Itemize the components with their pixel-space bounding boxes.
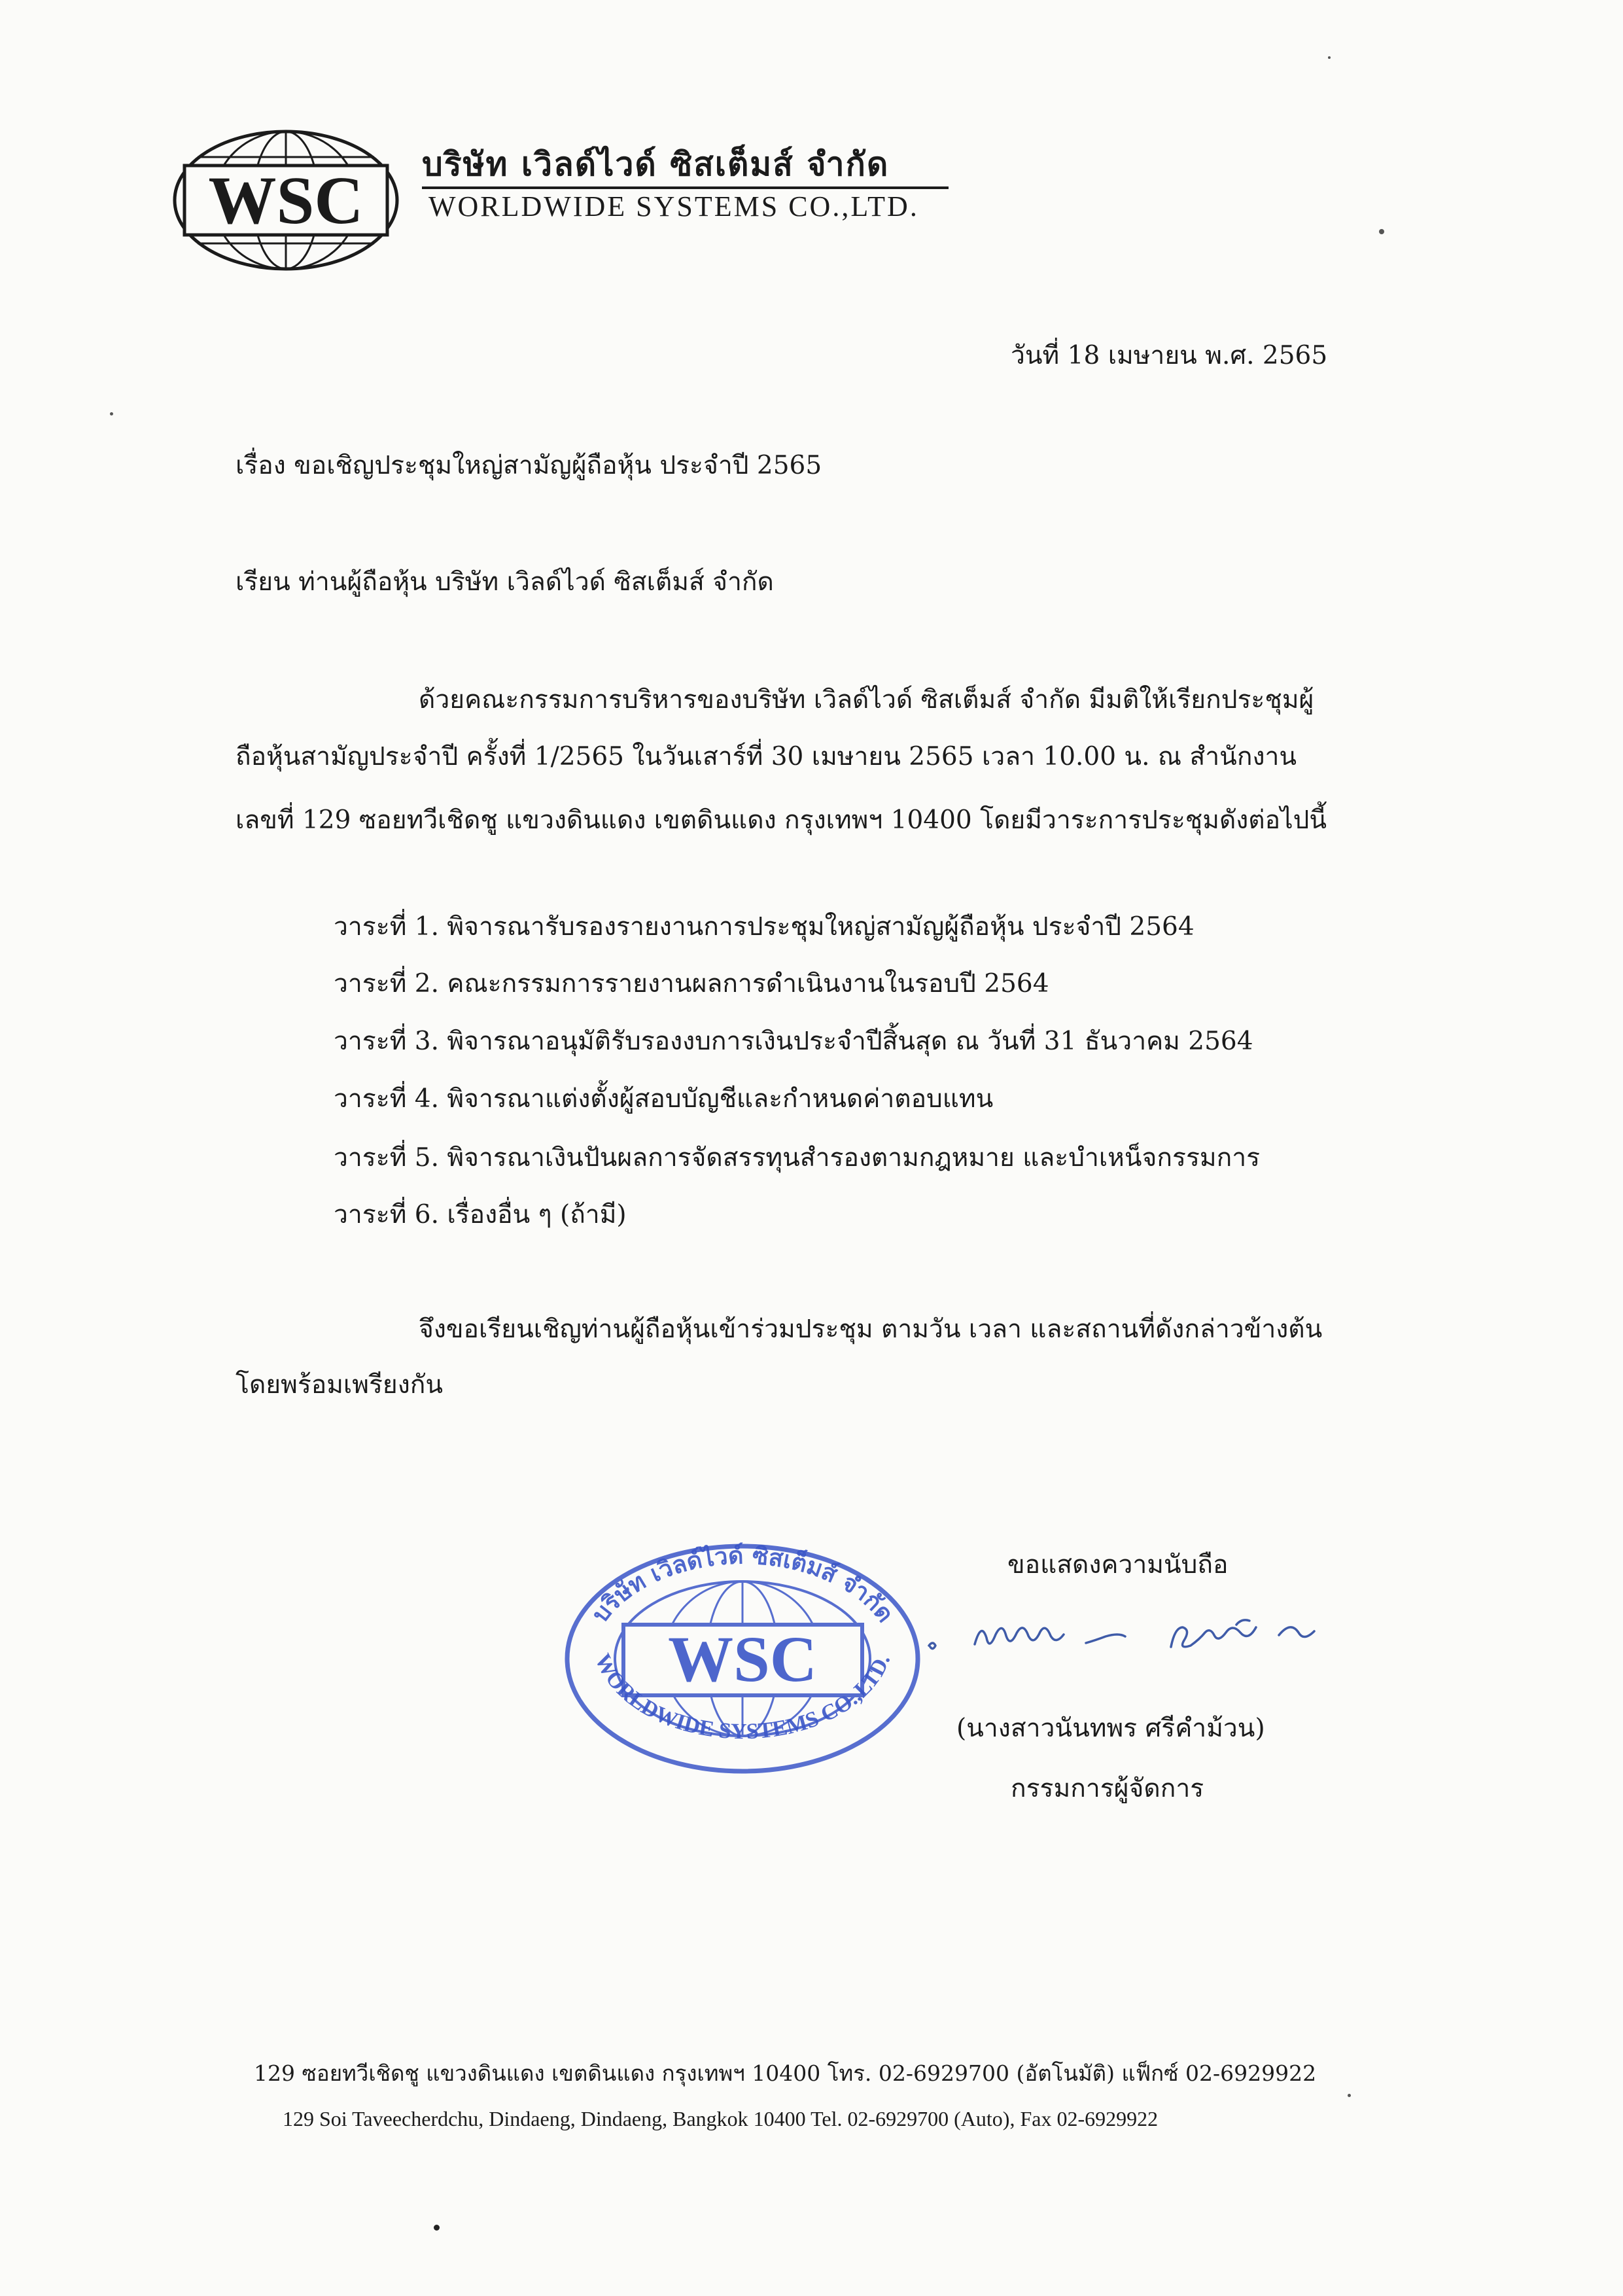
agenda-item: วาระที่ 5. พิจารณาเงินปันผลการจัดสรรทุนสำรองตามกฎหมาย และบำเหน็จกรรมการ xyxy=(334,1143,1261,1173)
scan-speck xyxy=(1328,56,1331,59)
letter-date: วันที่ 18 เมษายน พ.ศ. 2565 xyxy=(1011,341,1328,370)
closing-line: จึงขอเรียนเชิญท่านผู้ถือหุ้นเข้าร่วมประชุม ตามวัน เวลา และสถานที่ดังกล่าวข้างต้น xyxy=(419,1315,1323,1344)
footer-address-english: 129 Soi Taveecherdchu, Dindaeng, Dindaeng, Bangkok 10400 Tel. 02-6929700 (Auto), Fax 02-6929922 xyxy=(283,2107,1159,2130)
company-name-thai: บริษัท เวิลด์ไวด์ ซิสเต็มส์ จำกัด xyxy=(422,145,890,183)
handwritten-signature xyxy=(922,1606,1341,1672)
company-stamp xyxy=(561,1541,924,1776)
regards: ขอแสดงความนับถือ xyxy=(1007,1550,1229,1580)
footer-address-thai: 129 ซอยทวีเชิดชู แขวงดินแดง เขตดินแดง กรุงเทพฯ 10400 โทร. 02-6929700 (อัตโนมัติ) แฟ็กซ์ 02-6929922 xyxy=(254,2060,1317,2086)
scan-speck xyxy=(1379,229,1384,234)
signer-title: กรรมการผู้จัดการ xyxy=(1011,1774,1204,1803)
logo-text: WSC xyxy=(208,163,364,238)
agenda-item: วาระที่ 2. คณะกรรมการรายงานผลการดำเนินงานในรอบปี 2564 xyxy=(334,969,1049,998)
stamp-ring-top-text: บริษัท เวิลด์ไวด์ ซิสเต็มส์ จำกัด xyxy=(586,1542,899,1628)
scan-speck xyxy=(1348,2094,1351,2097)
company-name-english: WORLDWIDE SYSTEMS CO.,LTD. xyxy=(428,190,919,222)
paragraph-line: ถือหุ้นสามัญประจำปี ครั้งที่ 1/2565 ในวันเสาร์ที่ 30 เมษายน 2565 เวลา 10.00 น. ณ สำนักงาน xyxy=(236,742,1297,771)
stamp-center-text: WSC xyxy=(668,1623,817,1695)
scan-speck xyxy=(110,412,113,415)
agenda-item: วาระที่ 3. พิจารณาอนุมัติรับรองงบการเงินประจำปีสิ้นสุด ณ วันที่ 31 ธันวาคม 2564 xyxy=(334,1027,1253,1056)
signer-name: (นางสาวนันทพร ศรีคำม้วน) xyxy=(956,1714,1265,1743)
paragraph-line: ด้วยคณะกรรมการบริหารของบริษัท เวิลด์ไวด์ ซิสเต็มส์ จำกัด มีมติให้เรียกประชุมผู้ xyxy=(419,685,1314,715)
company-logo xyxy=(171,128,400,273)
paragraph-line: เลขที่ 129 ซอยทวีเชิดชู แขวงดินแดง เขตดินแดง กรุงเทพฯ 10400 โดยมีวาระการประชุมดังต่อไปนี้ xyxy=(236,805,1327,835)
stamp-ring-bottom-text: WORLDWIDE SYSTEMS CO.,LTD. xyxy=(590,1650,896,1744)
letter-salutation: เรียน ท่านผู้ถือหุ้น บริษัท เวิลด์ไวด์ ซิสเต็มส์ จำกัด xyxy=(236,567,774,597)
letter-subject: เรื่อง ขอเชิญประชุมใหญ่สามัญผู้ถือหุ้น ประจำปี 2565 xyxy=(236,451,822,480)
letterhead-rule xyxy=(422,186,949,189)
agenda-item: วาระที่ 4. พิจารณาแต่งตั้งผู้สอบบัญชีและกำหนดค่าตอบแทน xyxy=(334,1084,994,1114)
agenda-item: วาระที่ 6. เรื่องอื่น ๆ (ถ้ามี) xyxy=(334,1200,627,1229)
agenda-item: วาระที่ 1. พิจารณารับรองรายงานการประชุมใหญ่สามัญผู้ถือหุ้น ประจำปี 2564 xyxy=(334,912,1195,942)
scan-speck xyxy=(434,2225,440,2231)
closing-line: โดยพร้อมเพรียงกัน xyxy=(236,1370,444,1400)
